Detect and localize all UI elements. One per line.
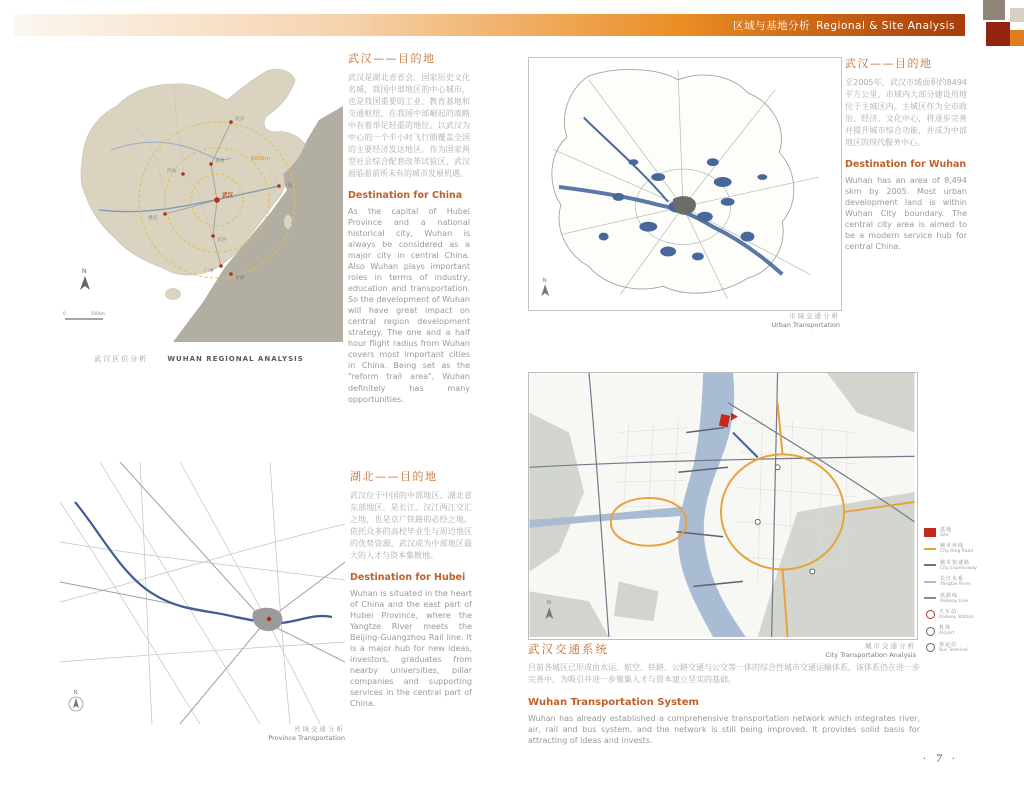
city-label: 北京 [235,117,245,122]
legend-swatch-site [924,528,936,537]
corner-mosaic-square [983,0,1005,20]
caption-en: Province Transportation [268,733,345,742]
china-regional-map [55,62,343,342]
caption-zh: 城市交通分析 [865,642,916,650]
legend-item: 火车站 Railway Station [924,609,996,620]
section-body-en: As the capital of Hubei Province and a national historical city, Wuhan is always be considered as a major city in central China. Also Wuhan plays important roles in terms of industry, education and transportation. So the development of Wuhan will have great impact on central region development strategy. The one and a half hour flight radius from Wuhan covers most important cities in China. Being set as the "reform trail area", Wuhan definitely has many opportunities. [348,207,470,404]
page-title [733,18,955,33]
province-transportation-map [60,462,345,724]
legend-swatch-railway [924,597,936,599]
city-boundary [552,70,794,294]
city-label-wuhan: 武汉 [222,193,234,199]
legend-swatch-airport [926,627,935,636]
svg-text:0: 0 [63,311,66,316]
section-destination-wuhan [845,55,967,252]
section-destination-china [348,50,470,405]
caption-en: City Transportation Analysis [825,650,916,659]
page-number: · 7 · [922,753,958,765]
city-label: 郑州 [215,159,225,164]
province-map-caption [145,725,345,743]
legend-swatch-railway-station [926,610,935,619]
legend-swatch-river [924,581,936,583]
section-body-zh: 至2005年，武汉市域面积约8494平方公里，市域内大部分建设用地位于主城区内。主城区作为全市政治、经济、文化中心，将逐步完善并提升城市综合功能，并成为中部地区的现代服务中心。 [845,78,967,147]
corner-mosaic-square [1010,30,1024,46]
svg-text:N: N [546,600,551,607]
legend-item: 城市快速路 City Expressway [924,560,996,571]
caption-zh: 武汉区位分析 [94,355,149,363]
city-label: 重庆 [148,216,158,221]
wuhan-site-dot [267,617,271,621]
transport-heading-zh: 武汉交通系统 [528,642,609,656]
transport-body-en: Wuhan has already established a comprehensive transportation network which integrates river, air, rail and bus system, and the network is still being improved. It provides solid basis for attracting of ideas and invests. [528,714,920,746]
caption-en: WUHAN REGIONAL ANALYSIS [167,355,304,363]
svg-text:N: N [82,268,87,275]
section-destination-hubei [350,468,472,709]
svg-text:N: N [542,278,547,285]
section-body-zh: 武汉位于中国的中部地区、湖北省东部地区，是长江、汉江两江交汇之地，也是京广铁路的必经之地。依托众多的高校毕业生与周边地区的优势资源，武汉成为中部地区最大的人才与资本集散地。 [350,491,472,560]
city-label: 广州 [204,269,214,274]
svg-text:500km: 500km [91,311,105,316]
section-heading-zh: 武汉——目的地 [845,57,933,70]
city-map-caption [716,642,916,660]
city-label: 长沙 [217,238,227,243]
city-label: 香港 [235,276,245,281]
section-heading-en: Destination for Hubei [350,572,466,583]
legend-item: 机场 Airport [924,625,996,636]
corner-mosaic-square [1010,8,1024,22]
legend-item: 客运站 Bus Terminal [924,642,996,653]
city-label: 上海 [283,184,293,189]
yangtze-river [75,502,332,623]
north-arrow-icon [80,268,90,290]
legend-item: 城市环线 City Ring Road [924,543,996,554]
section-heading-en: Destination for Wuhan [845,159,967,170]
page-title-zh: 区域与基地分析 [733,19,811,32]
road-network [60,462,345,724]
corner-mosaic-square [986,22,1010,46]
page-title-en: Regional & Site Analysis [816,19,955,32]
svg-text:N: N [73,690,78,696]
urban-transportation-map [528,57,842,311]
section-body-zh: 武汉是湖北省省会、国家历史文化名城，我国中部地区的中心城市，也是我国重要的工业、教育基地和交通枢纽，在我国中部崛起的战略中有着举足轻重的地位。以武汉为中心的一个半小时飞行圈覆盖全国的主要经济发达地区。作为国家两型社会综合配套改革试验区，武汉面临着前所未有的城市发展机遇。 [348,73,470,178]
urban-map-caption [640,312,840,330]
section-heading-zh: 武汉——目的地 [348,52,436,65]
caption-zh: 市域交通分析 [789,312,840,320]
section-body-en: Wuhan has an area of 8,494 skm by 2005. Most urban development land is within Wuhan City boundary. The central city area is aimed to be a modern service hub for central China. [845,176,967,252]
china-map-caption [55,345,343,367]
north-arrow-icon [541,278,549,296]
ring-distance-label: 600km [251,156,271,162]
section-heading-en: Destination for China [348,190,463,201]
scale-bar [63,311,105,319]
city-label: 西安 [167,169,177,174]
city-transportation-map [528,372,918,640]
section-heading-zh: 湖北——目的地 [350,470,438,483]
legend-swatch-ring-road [924,548,936,550]
legend-item: 基地 Site [924,527,996,538]
header-bar [14,14,965,36]
caption-en: Urban Transportation [771,320,840,329]
legend-swatch-expressway [924,564,936,566]
caption-zh: 省域交通分析 [294,725,345,733]
transport-body-zh: 目前各城区已形成由水运、航空、铁路、公路交通与公交等一体的综合性城市交通运输体系，该体系仍在进一步完善中，为吸引并进一步聚集人才与资本建立坚实的基础。 [528,663,920,684]
legend-item: 铁路线 Railway Line [924,593,996,604]
major-roads [60,462,345,724]
section-body-en: Wuhan is situated in the heart of China and the east part of Hubei Province, where the Yangtze River meets the Beijing-Guangzhou Rail line. It is a major hub for new ideas, investors, graduates from nearby universities, pillar companies and supporting services in the central part of China. [350,589,472,709]
wuhan-urban-area [252,608,282,631]
transport-heading-en: Wuhan Transportation System [528,697,699,708]
north-arrow-icon [69,690,83,711]
city-map-legend [924,527,996,658]
legend-swatch-bus-terminal [926,643,935,652]
legend-item: 长江水系 Yangtze River [924,576,996,587]
